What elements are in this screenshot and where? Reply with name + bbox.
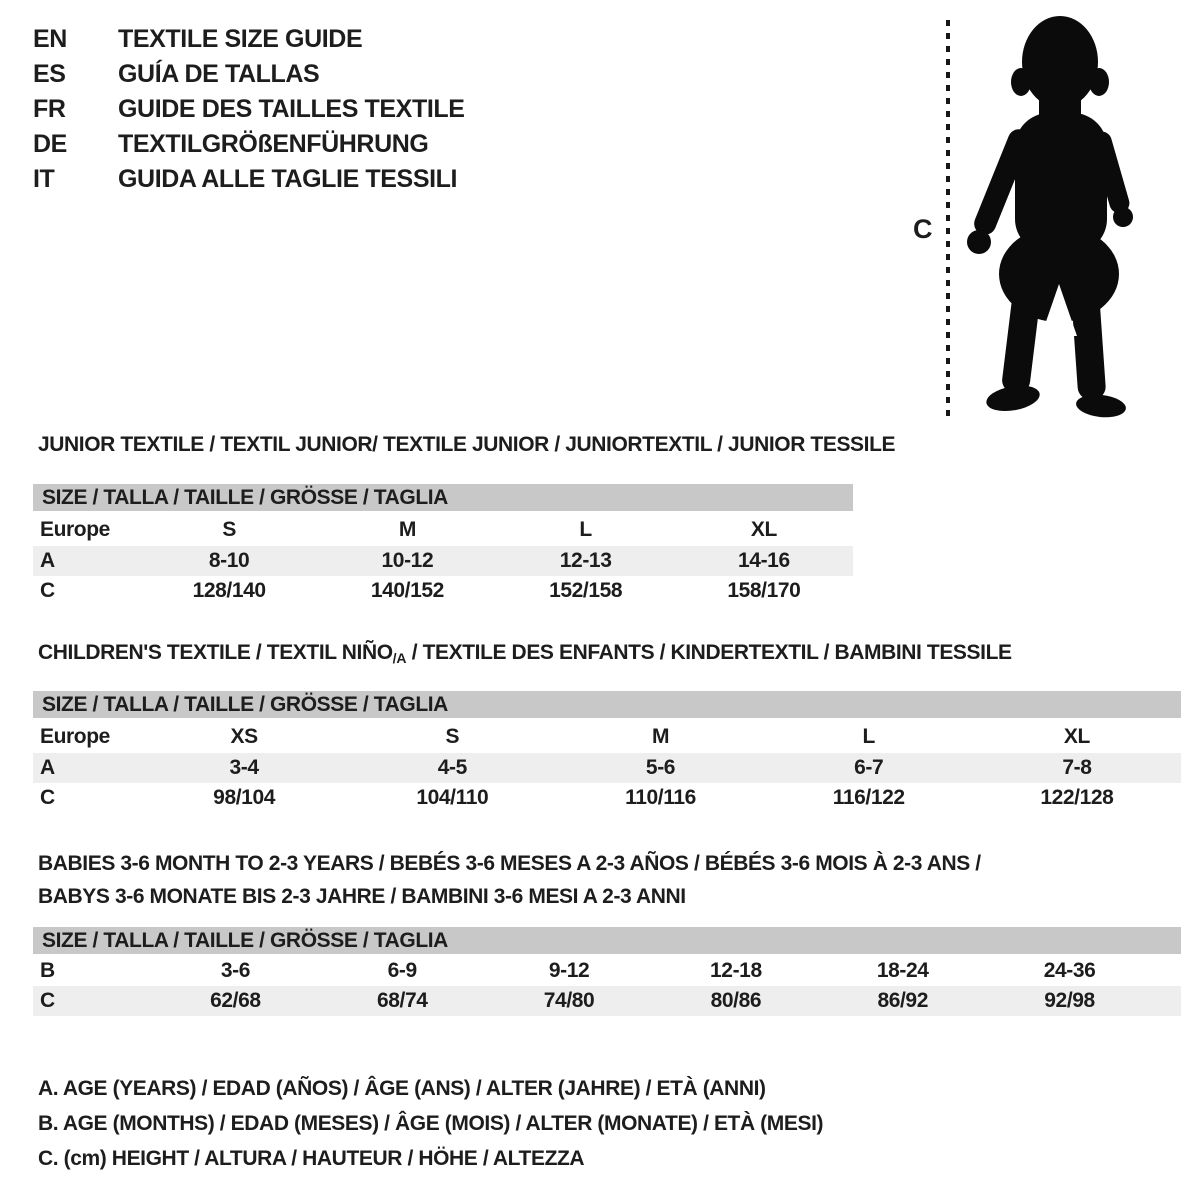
language-label: GUÍA DE TALLAS [118, 60, 320, 88]
height-value: 152/158 [549, 579, 623, 602]
language-code: IT [33, 165, 55, 193]
height-value: 140/152 [370, 579, 444, 602]
legend-line-c: C. (cm) HEIGHT / ALTURA / HAUTEUR / HÖHE / ALTEZZA [38, 1147, 585, 1170]
children-title-sub: /A [392, 650, 407, 666]
age-value: 8-10 [208, 549, 250, 572]
height-value: 86/92 [877, 989, 928, 1012]
height-value: 62/68 [210, 989, 261, 1012]
language-row-fr [33, 92, 465, 127]
height-value: 92/98 [1044, 989, 1095, 1012]
language-row-de [33, 127, 465, 162]
language-row-en [33, 22, 465, 57]
children-height-row [33, 783, 1181, 813]
size-column-s: S [445, 724, 460, 748]
height-measure-label: C [913, 214, 933, 244]
height-value: 74/80 [543, 989, 595, 1012]
language-code: ES [33, 60, 66, 88]
babies-size-bar: SIZE / TALLA / TAILLE / GRÖSSE / TAGLIA [33, 927, 1181, 954]
height-dashed-line [946, 20, 950, 418]
age-value: 12-13 [559, 549, 612, 572]
row-label-a: A [40, 756, 55, 779]
babies-section-title [38, 847, 981, 913]
age-value: 4-5 [437, 756, 467, 779]
row-label-b: B [40, 959, 55, 982]
height-value: 128/140 [192, 579, 266, 602]
height-value: 122/128 [1040, 786, 1114, 809]
language-label: GUIDA ALLE TAGLIE TESSILI [118, 165, 458, 193]
children-header-row [33, 720, 1181, 753]
children-size-table [33, 691, 1181, 813]
babies-age-row [33, 956, 1181, 986]
height-value: 158/170 [727, 579, 801, 602]
junior-height-row [33, 576, 853, 606]
age-value: 5-6 [645, 756, 676, 779]
children-title-main: CHILDREN'S TEXTILE / TEXTIL NIÑO [38, 641, 393, 664]
age-value: 14-16 [738, 549, 790, 572]
age-value: 9-12 [548, 959, 590, 982]
children-age-row [33, 753, 1181, 783]
language-label: TEXTILGRÖßENFÜHRUNG [118, 130, 429, 158]
age-value: 3-6 [220, 959, 250, 982]
language-label: GUIDE DES TAILLES TEXTILE [118, 95, 465, 123]
age-value: 10-12 [381, 549, 434, 572]
junior-section-title: JUNIOR TEXTILE / TEXTIL JUNIOR/ TEXTILE JUNIOR / JUNIORTEXTIL / JUNIOR TESSILE [38, 433, 896, 456]
language-code: EN [33, 25, 67, 53]
size-column-xl: XL [750, 517, 777, 541]
row-label-c: C [40, 989, 55, 1012]
age-value: 7-8 [1062, 756, 1092, 779]
babies-title-line1: BABIES 3-6 MONTH TO 2-3 YEARS / BEBÉS 3-6 MESES A 2-3 AÑOS / BÉBÉS 3-6 MOIS À 2-3 ANS / [38, 852, 981, 875]
size-column-xs: XS [230, 724, 258, 748]
junior-size-table [33, 484, 853, 606]
height-value: 116/122 [832, 786, 905, 809]
junior-header-row [33, 513, 853, 546]
language-row-it [33, 162, 465, 197]
junior-size-bar: SIZE / TALLA / TAILLE / GRÖSSE / TAGLIA [33, 484, 853, 511]
region-label: Europe [40, 724, 110, 748]
children-section-title [38, 641, 1012, 665]
height-value: 80/86 [710, 989, 762, 1012]
children-size-bar: SIZE / TALLA / TAILLE / GRÖSSE / TAGLIA [33, 691, 1181, 718]
language-code: DE [33, 130, 67, 158]
size-column-l: L [579, 517, 592, 541]
language-label: TEXTILE SIZE GUIDE [118, 25, 363, 53]
size-column-m: M [398, 517, 416, 541]
row-label-c: C [40, 579, 55, 602]
toddler-silhouette [955, 12, 1145, 422]
children-title-rest: / TEXTILE DES ENFANTS / KINDERTEXTIL / BAMBINI TESSILE [406, 641, 1012, 664]
babies-height-row [33, 986, 1181, 1016]
row-label-a: A [40, 549, 55, 572]
legend-line-a: A. AGE (YEARS) / EDAD (AÑOS) / ÂGE (ANS) / ALTER (JAHRE) / ETÀ (ANNI) [38, 1077, 766, 1100]
age-value: 6-9 [387, 959, 417, 982]
age-value: 3-4 [229, 756, 259, 779]
age-value: 12-18 [710, 959, 762, 982]
size-column-xl: XL [1063, 724, 1090, 748]
babies-title-line2: BABYS 3-6 MONATE BIS 2-3 JAHRE / BAMBINI 3-6 MESI A 2-3 ANNI [38, 885, 686, 908]
age-value: 18-24 [876, 959, 929, 982]
row-label-c: C [40, 786, 55, 809]
age-value: 24-36 [1043, 959, 1096, 982]
size-column-s: S [222, 517, 236, 541]
babies-size-table [33, 927, 1181, 1016]
language-code: FR [33, 95, 66, 123]
measurement-legend [38, 1071, 823, 1176]
height-value: 98/104 [213, 786, 276, 809]
age-value: 6-7 [854, 756, 884, 779]
height-value: 110/116 [625, 786, 696, 809]
legend-line-b: B. AGE (MONTHS) / EDAD (MESES) / ÂGE (MOIS) / ALTER (MONATE) / ETÀ (MESI) [38, 1112, 824, 1135]
region-label: Europe [40, 517, 110, 541]
language-title-list [33, 22, 465, 197]
junior-age-row [33, 546, 853, 576]
language-row-es [33, 57, 465, 92]
height-value: 104/110 [416, 786, 489, 809]
height-value: 68/74 [376, 989, 428, 1012]
size-column-l: L [862, 724, 875, 748]
size-column-m: M [651, 724, 670, 748]
